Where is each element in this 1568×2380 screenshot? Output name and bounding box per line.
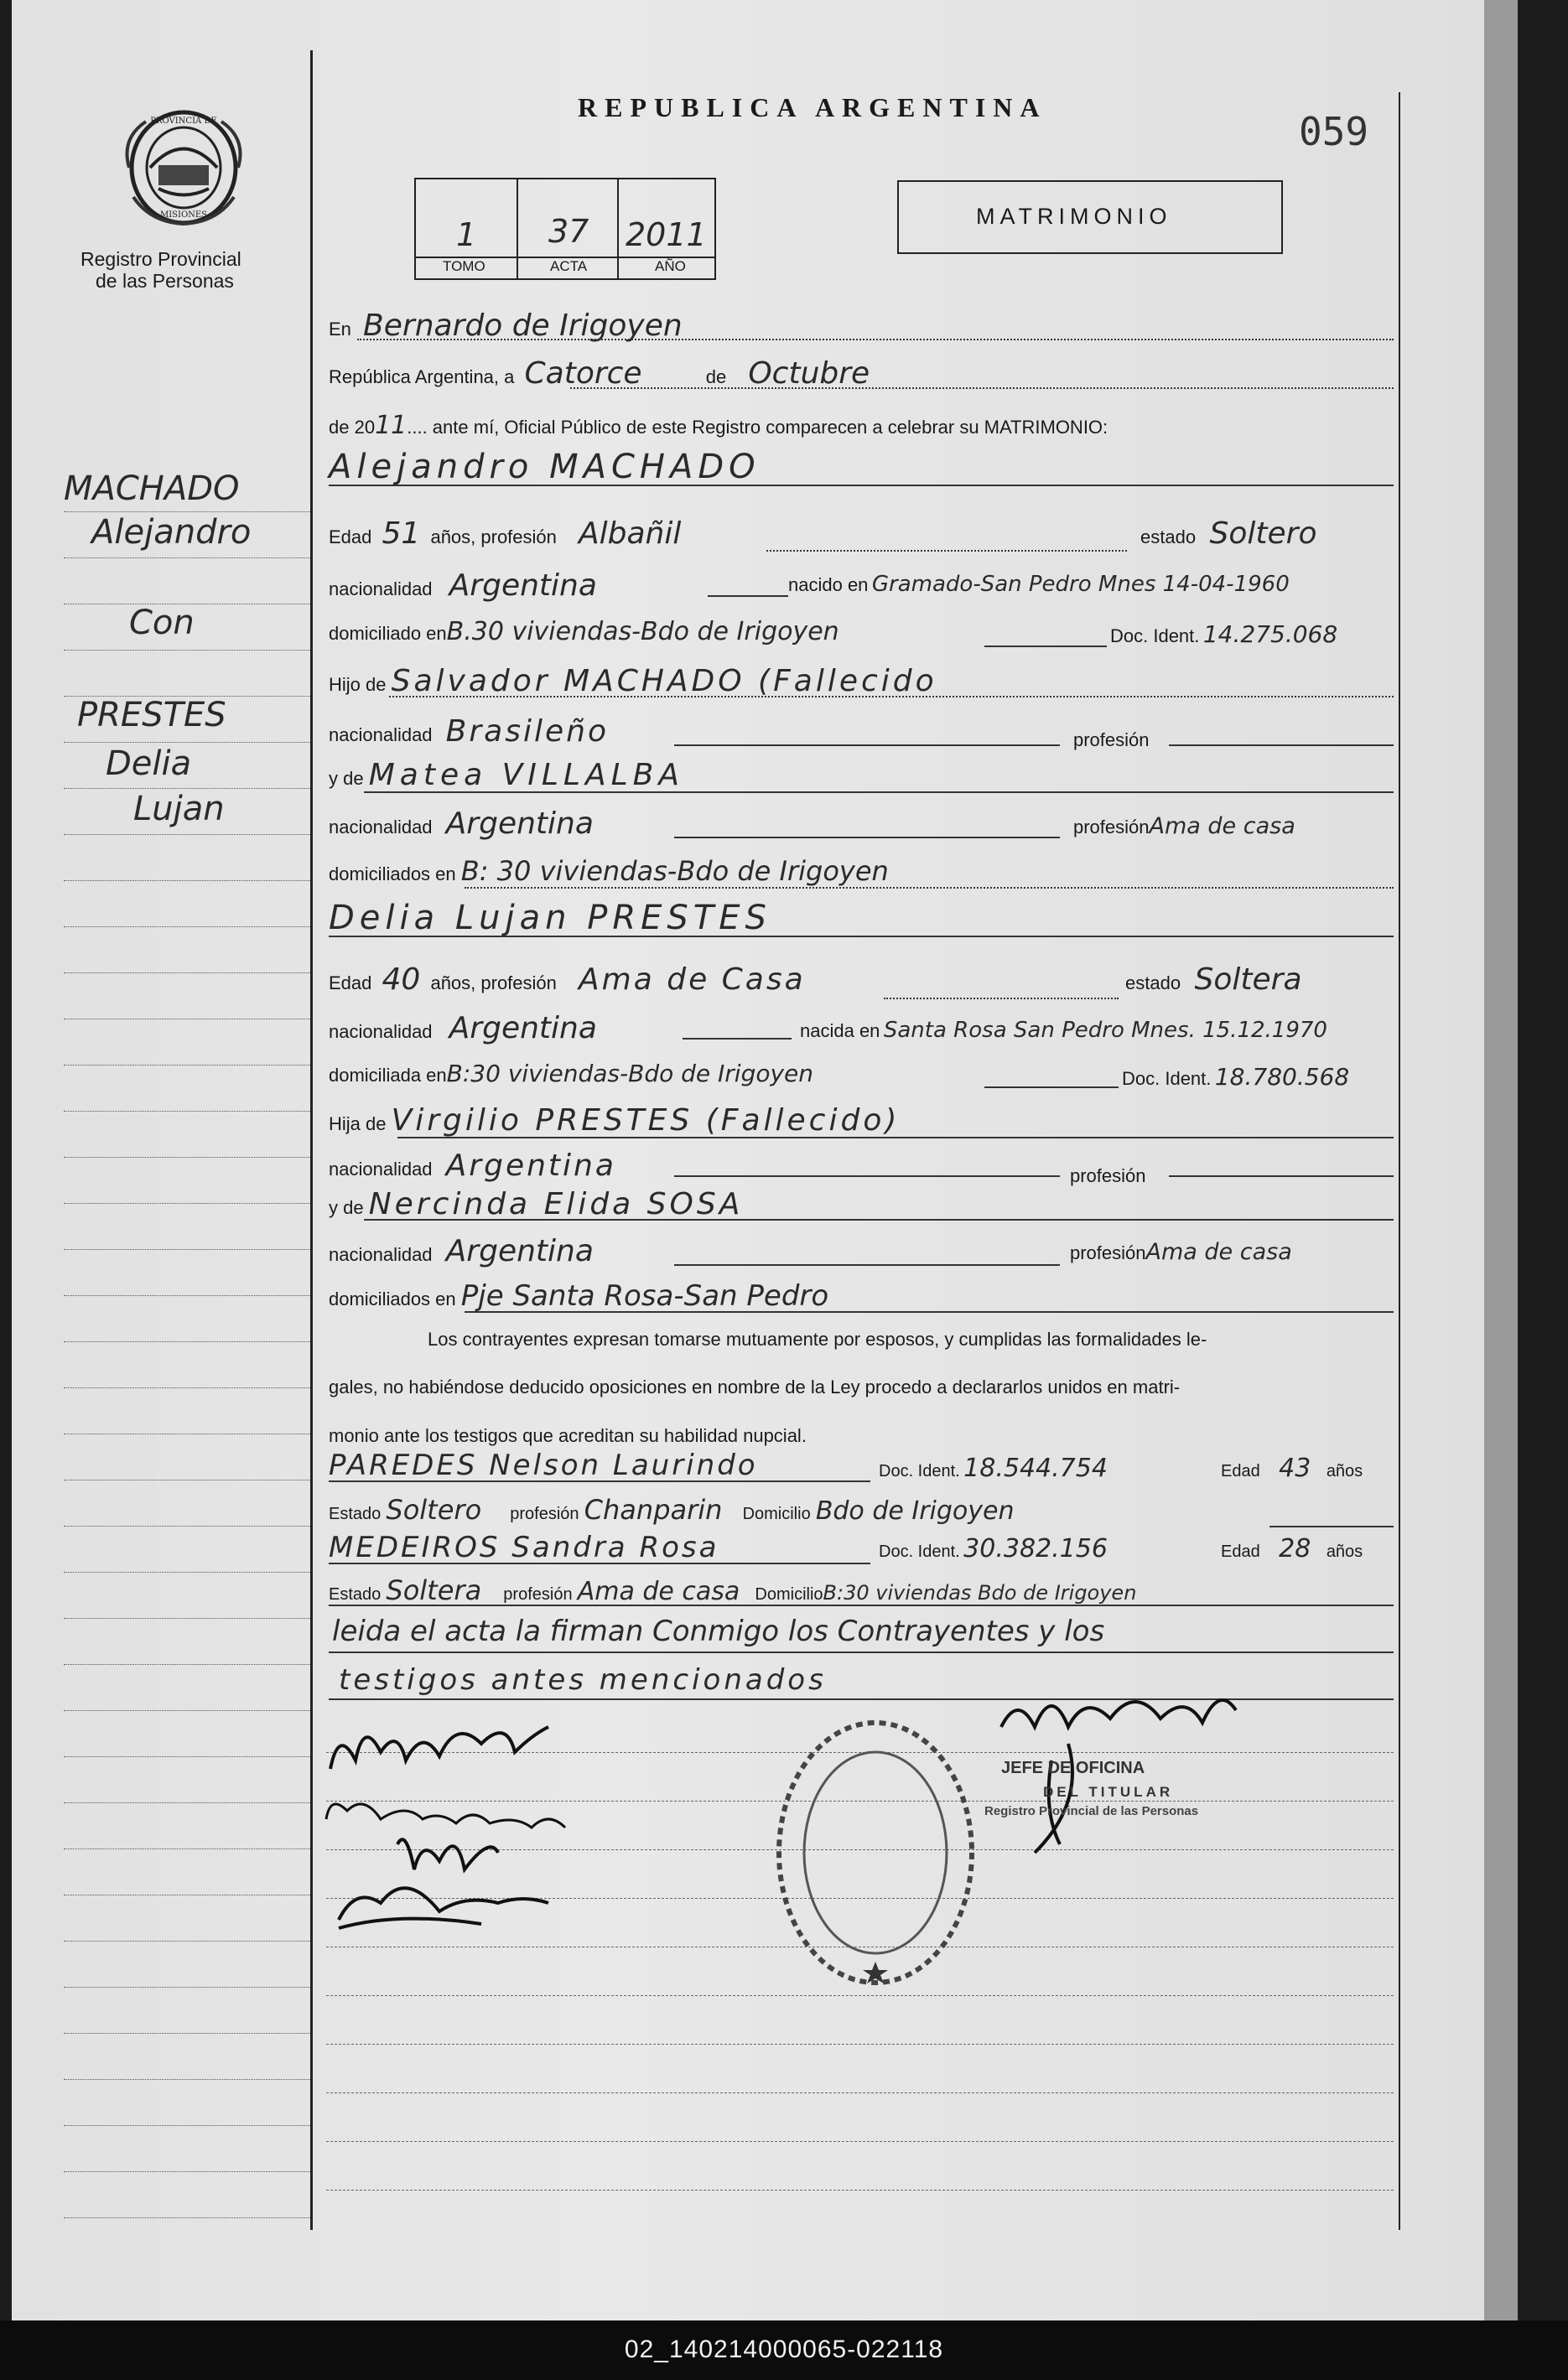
margin-bride-surname: PRESTES bbox=[77, 696, 226, 734]
groom-mother: Matea VILLALBA bbox=[368, 758, 684, 792]
official-stamp-line3: Registro Provincial de las Personas bbox=[984, 1804, 1199, 1818]
margin-line bbox=[64, 1941, 310, 1942]
bride-doc bbox=[1122, 1063, 1349, 1091]
bride-parents-domicile-line bbox=[465, 1311, 1394, 1313]
groom-mother-row bbox=[329, 758, 684, 792]
domicilio-label: Domicilio bbox=[755, 1585, 823, 1604]
bride-profession: Ama de Casa bbox=[579, 962, 806, 997]
witness1-doc-number: 18.544.754 bbox=[963, 1454, 1108, 1483]
bride-mother-line bbox=[364, 1219, 1394, 1221]
country-title: REPUBLICA ARGENTINA bbox=[578, 92, 1047, 122]
groom-father-prof-line bbox=[1169, 744, 1394, 746]
anos-profesion-label: años, profesión bbox=[430, 526, 557, 547]
acta-value: 37 bbox=[548, 213, 589, 250]
bride-nationality: Argentina bbox=[449, 1011, 597, 1045]
groom-parents-domicile: B: 30 viviendas-Bdo de Irigoyen bbox=[460, 855, 889, 887]
groom-mother-nat-line bbox=[674, 837, 1060, 838]
margin-line bbox=[64, 2125, 310, 2126]
margin-line bbox=[64, 2033, 310, 2034]
signature-witness2 bbox=[339, 1888, 548, 1928]
margin-bride-middlename: Lujan bbox=[133, 790, 225, 828]
witness1-status-row bbox=[329, 1494, 1015, 1526]
margin-line bbox=[64, 1526, 310, 1527]
groom-mother-nationality: Argentina bbox=[445, 806, 594, 841]
comparecen-text: .... ante mí, Oficial Público de este Registro comparecen a celebrar su MATRIMONIO: bbox=[407, 417, 1109, 438]
witness2-domicile: B:30 viviendas Bdo de Irigoyen bbox=[823, 1581, 1137, 1605]
witness1-domicile: Bdo de Irigoyen bbox=[815, 1496, 1015, 1526]
margin-line bbox=[64, 650, 310, 651]
groom-age: 51 bbox=[382, 516, 421, 551]
groom-domicile-line bbox=[984, 646, 1107, 647]
bride-mother-nationality: Argentina bbox=[445, 1234, 594, 1268]
witness1-age bbox=[1221, 1454, 1363, 1483]
margin-line bbox=[64, 1987, 310, 1988]
witness1-age-value: 43 bbox=[1279, 1454, 1311, 1483]
page-edge-shadow bbox=[1484, 0, 1518, 2320]
witness2-name-line bbox=[329, 1563, 870, 1564]
page-number: 059 bbox=[1299, 109, 1369, 154]
groom-mother-line bbox=[364, 791, 1394, 793]
profesion-label: profesión bbox=[503, 1585, 573, 1604]
month-value: Octubre bbox=[748, 356, 870, 391]
margin-bride-firstname: Delia bbox=[106, 744, 192, 783]
seal-text-bottom: MISIONES bbox=[159, 210, 208, 220]
margin-line bbox=[64, 1111, 310, 1112]
bride-father-prof-line bbox=[1169, 1175, 1394, 1177]
margin-line bbox=[64, 834, 310, 835]
domicilio-label: Domicilio bbox=[742, 1505, 811, 1523]
bride-father-nat-line bbox=[674, 1175, 1060, 1177]
groom-age-row bbox=[329, 516, 681, 551]
registry-name-line2: de las Personas bbox=[96, 270, 234, 292]
anio-value: 2011 bbox=[626, 216, 707, 253]
bride-domicile-row bbox=[329, 1060, 813, 1087]
bride-domicile: B:30 viviendas-Bdo de Irigoyen bbox=[446, 1060, 814, 1087]
margin-line bbox=[64, 1065, 310, 1066]
bride-doc-number: 18.780.568 bbox=[1214, 1063, 1350, 1091]
groom-father-line bbox=[389, 696, 1394, 697]
groom-doc-number: 14.275.068 bbox=[1202, 620, 1338, 648]
right-vertical-rule bbox=[1399, 92, 1400, 2230]
de-label: de bbox=[705, 366, 727, 387]
margin-line bbox=[64, 2171, 310, 2172]
domiciliado-label: domiciliado en bbox=[329, 623, 447, 644]
nacionalidad-label: nacionalidad bbox=[329, 578, 433, 599]
witness2-marital-status: Soltera bbox=[386, 1574, 482, 1606]
en-label: En bbox=[329, 319, 351, 340]
edad-label: Edad bbox=[1221, 1543, 1260, 1561]
place-row bbox=[329, 309, 683, 343]
groom-father: Salvador MACHADO (Fallecido bbox=[391, 664, 937, 698]
bride-domicile-line bbox=[984, 1086, 1119, 1088]
groom-name-line bbox=[329, 485, 1394, 486]
nacionalidad-label: nacionalidad bbox=[329, 1244, 433, 1265]
signature-witness1 bbox=[397, 1839, 498, 1869]
witness2-profession: Ama de casa bbox=[577, 1577, 740, 1606]
edad-label: Edad bbox=[1221, 1462, 1260, 1480]
domiciliados-label: domiciliados en bbox=[329, 1289, 456, 1309]
margin-groom-surname: MACHADO bbox=[64, 469, 240, 508]
bride-mother-prof bbox=[1070, 1239, 1292, 1265]
domiciliados-label: domiciliados en bbox=[329, 863, 456, 884]
profesion-label: profesión bbox=[1070, 1242, 1146, 1263]
profesion-label: profesión bbox=[1073, 817, 1150, 837]
hija-label: Hija de bbox=[329, 1113, 387, 1134]
place-line bbox=[357, 339, 1394, 340]
witness2-doc bbox=[879, 1534, 1108, 1563]
margin-line bbox=[64, 972, 310, 973]
doc-label: Doc. Ident. bbox=[1110, 625, 1200, 646]
doc-label: Doc. Ident. bbox=[1122, 1068, 1212, 1089]
groom-parents-domicile-row bbox=[329, 855, 889, 887]
edad-label: Edad bbox=[329, 526, 372, 547]
groom-father-prof bbox=[1073, 724, 1150, 752]
closing-line-1: leida el acta la firman Conmigo los Contrayentes y los bbox=[332, 1615, 1105, 1648]
bride-age-line bbox=[884, 998, 1119, 999]
bride-age-row bbox=[329, 962, 806, 997]
margin-con: Con bbox=[129, 604, 195, 642]
margin-line bbox=[64, 1618, 310, 1619]
groom-profession: Albañil bbox=[579, 516, 682, 551]
bride-age: 40 bbox=[382, 962, 421, 997]
ruled-line bbox=[326, 2044, 1394, 2045]
signatures-block bbox=[314, 1702, 649, 1945]
act-type-box bbox=[897, 180, 1283, 254]
witness2-name: MEDEIROS Sandra Rosa bbox=[329, 1531, 719, 1564]
bride-father-line bbox=[397, 1137, 1394, 1138]
groom-birthplace bbox=[788, 572, 1290, 597]
margin-groom-firstname: Alejandro bbox=[91, 513, 252, 552]
margin-line bbox=[64, 1664, 310, 1665]
file-id-label: 02_140214000065-022118 bbox=[624, 2336, 944, 2363]
profesion-label: profesión bbox=[1070, 1165, 1146, 1186]
margin-line bbox=[64, 1249, 310, 1250]
official-stamp-line2: DEL TITULAR bbox=[1043, 1784, 1174, 1800]
witness1-marital-status: Soltero bbox=[386, 1494, 482, 1526]
margin-line bbox=[64, 1295, 310, 1296]
bride-nationality-line bbox=[683, 1038, 792, 1040]
margin-line bbox=[64, 880, 310, 881]
bride-father-nationality: Argentina bbox=[445, 1149, 616, 1183]
margin-line bbox=[64, 511, 310, 512]
bride-estado bbox=[1125, 962, 1302, 997]
bride-birthplace-value: Santa Rosa San Pedro Mnes. 15.12.1970 bbox=[883, 1018, 1327, 1043]
groom-father-nationality: Brasileño bbox=[445, 714, 609, 749]
margin-line bbox=[64, 1203, 310, 1204]
anos-profesion-label: años, profesión bbox=[430, 972, 557, 993]
witness2-age-value: 28 bbox=[1279, 1534, 1311, 1563]
official-round-stamp bbox=[766, 1710, 984, 1995]
groom-domicile: B.30 viviendas-Bdo de Irigoyen bbox=[446, 617, 839, 646]
witness2-name-row bbox=[329, 1531, 719, 1564]
groom-mother-prof bbox=[1073, 813, 1295, 839]
domiciliada-label: domiciliada en bbox=[329, 1065, 447, 1086]
comparecen-row bbox=[329, 411, 1108, 440]
bride-father: Virgilio PRESTES (Fallecido) bbox=[391, 1103, 901, 1138]
provincial-seal-logo bbox=[112, 105, 255, 231]
margin-line bbox=[64, 2217, 310, 2218]
declaration-line-2: gales, no habiéndose deducido oposiciones en nombre de la Ley procedo a declararlos unidos en matri- bbox=[329, 1377, 1181, 1397]
left-vertical-rule bbox=[310, 50, 313, 2230]
margin-line bbox=[64, 557, 310, 558]
doc-label: Doc. Ident. bbox=[879, 1462, 960, 1480]
y-de-label: y de bbox=[329, 1197, 364, 1218]
ruled-line bbox=[326, 2092, 1394, 2093]
groom-nationality-row bbox=[329, 568, 597, 603]
signature-groom bbox=[330, 1727, 548, 1769]
witness1-name: PAREDES Nelson Laurindo bbox=[329, 1449, 758, 1482]
witness1-doc bbox=[879, 1454, 1108, 1483]
witness1-name-row bbox=[329, 1449, 758, 1482]
bride-father-nat-row bbox=[329, 1149, 616, 1183]
closing-line-2: testigos antes mencionados bbox=[339, 1663, 827, 1697]
bride-marital-status: Soltera bbox=[1194, 962, 1302, 997]
act-type-label: MATRIMONIO bbox=[976, 204, 1172, 229]
witness2-doc-number: 30.382.156 bbox=[963, 1534, 1108, 1563]
ruled-line bbox=[326, 1995, 1394, 1996]
estado-label: Estado bbox=[329, 1505, 382, 1523]
doc-label: Doc. Ident. bbox=[879, 1543, 960, 1561]
signature-bride bbox=[326, 1804, 565, 1828]
anos-label: años bbox=[1326, 1462, 1363, 1480]
declaration-line-3: monio ante los testigos que acreditan su habilidad nupcial. bbox=[329, 1425, 807, 1446]
ruled-line bbox=[326, 2141, 1394, 2142]
date-row bbox=[329, 356, 870, 391]
estado-label: estado bbox=[1125, 972, 1181, 993]
groom-father-row bbox=[329, 664, 937, 698]
y-de-label: y de bbox=[329, 768, 364, 789]
hijo-label: Hijo de bbox=[329, 674, 387, 695]
bride-name-line bbox=[329, 936, 1394, 937]
groom-nationality-line bbox=[708, 595, 788, 597]
groom-mother-profession: Ama de casa bbox=[1149, 813, 1295, 839]
bride-name: Delia Lujan PRESTES bbox=[329, 899, 771, 937]
groom-domicile-row bbox=[329, 617, 839, 646]
witness1-profession: Chanparin bbox=[584, 1494, 723, 1526]
nacido-label: nacido en bbox=[788, 574, 869, 595]
margin-line bbox=[64, 1387, 310, 1388]
groom-doc bbox=[1110, 620, 1337, 648]
margin-line bbox=[64, 1572, 310, 1573]
witness1-name-line bbox=[329, 1480, 870, 1482]
bride-birthplace bbox=[800, 1018, 1327, 1043]
margin-line bbox=[64, 1157, 310, 1158]
document-page bbox=[12, 0, 1484, 2320]
tomo-value: 1 bbox=[456, 216, 477, 253]
margin-line bbox=[64, 2079, 310, 2080]
nacionalidad-label: nacionalidad bbox=[329, 1159, 433, 1180]
margin-line bbox=[64, 1341, 310, 1342]
margin-line bbox=[64, 742, 310, 743]
bride-parents-domicile-row bbox=[329, 1279, 828, 1313]
bride-nationality-row bbox=[329, 1011, 597, 1045]
registry-name-line1: Registro Provincial bbox=[80, 248, 241, 270]
estado-label: Estado bbox=[329, 1585, 382, 1604]
groom-marital-status: Soltero bbox=[1209, 516, 1317, 551]
day-value: Catorce bbox=[524, 356, 642, 391]
seal-text-top: PROVINCIA DE bbox=[150, 117, 217, 126]
nacida-label: nacida en bbox=[800, 1020, 880, 1041]
acta-label: ACTA bbox=[550, 258, 588, 274]
year-prefix: de 20 bbox=[329, 417, 376, 438]
edad-label: Edad bbox=[329, 972, 372, 993]
ruled-line bbox=[326, 2190, 1394, 2191]
groom-father-nat-row bbox=[329, 714, 609, 749]
republica-label: República Argentina, a bbox=[329, 366, 515, 387]
estado-label: estado bbox=[1140, 526, 1197, 547]
groom-estado bbox=[1140, 516, 1316, 551]
groom-father-nat-line bbox=[674, 744, 1060, 746]
margin-line bbox=[64, 1802, 310, 1803]
tomo-label: TOMO bbox=[443, 258, 485, 274]
witness2-status-line bbox=[329, 1605, 1394, 1606]
groom-birthplace-value: Gramado-San Pedro Mnes 14-04-1960 bbox=[871, 572, 1290, 597]
anos-label: años bbox=[1326, 1543, 1363, 1561]
bride-name-row bbox=[329, 899, 771, 937]
bride-mother-row bbox=[329, 1187, 743, 1221]
groom-name: Alejandro MACHADO bbox=[329, 448, 761, 486]
margin-line bbox=[64, 1710, 310, 1711]
declaration-line-1: Los contrayentes expresan tomarse mutuamente por esposos, y cumplidas las formalidades le- bbox=[428, 1329, 1207, 1350]
act-number-box bbox=[414, 178, 716, 280]
witness1-status-line bbox=[1269, 1526, 1394, 1527]
nacionalidad-label: nacionalidad bbox=[329, 817, 433, 837]
bride-mother: Nercinda Elida SOSA bbox=[368, 1187, 744, 1221]
bride-mother-nat-line bbox=[674, 1264, 1060, 1266]
witness2-age bbox=[1221, 1534, 1363, 1563]
margin-line bbox=[64, 1756, 310, 1757]
closing-line-1-rule bbox=[329, 1651, 1394, 1653]
date-line bbox=[570, 387, 1394, 389]
official-stamp-line1: JEFE DE OFICINA bbox=[1001, 1759, 1145, 1777]
profesion-label: profesión bbox=[510, 1505, 579, 1523]
groom-nationality: Argentina bbox=[449, 568, 597, 603]
margin-line bbox=[64, 926, 310, 927]
bride-parents-domicile: Pje Santa Rosa-San Pedro bbox=[460, 1279, 829, 1313]
groom-age-line bbox=[766, 550, 1127, 552]
place-value: Bernardo de Irigoyen bbox=[363, 309, 683, 343]
witness2-status-row bbox=[329, 1574, 1136, 1606]
groom-mother-nat-row bbox=[329, 806, 594, 841]
groom-parents-domicile-line bbox=[465, 887, 1394, 889]
bride-mother-nat-row bbox=[329, 1234, 594, 1268]
nacionalidad-label: nacionalidad bbox=[329, 1021, 433, 1042]
year-suffix: 11 bbox=[375, 411, 408, 440]
margin-line bbox=[64, 788, 310, 789]
bride-father-row bbox=[329, 1103, 900, 1138]
bride-father-prof bbox=[1070, 1160, 1146, 1188]
anio-label: AÑO bbox=[655, 258, 686, 274]
nacionalidad-label: nacionalidad bbox=[329, 724, 433, 745]
groom-name-row bbox=[329, 448, 761, 486]
profesion-label: profesión bbox=[1073, 729, 1150, 750]
bride-mother-profession: Ama de casa bbox=[1145, 1239, 1292, 1265]
